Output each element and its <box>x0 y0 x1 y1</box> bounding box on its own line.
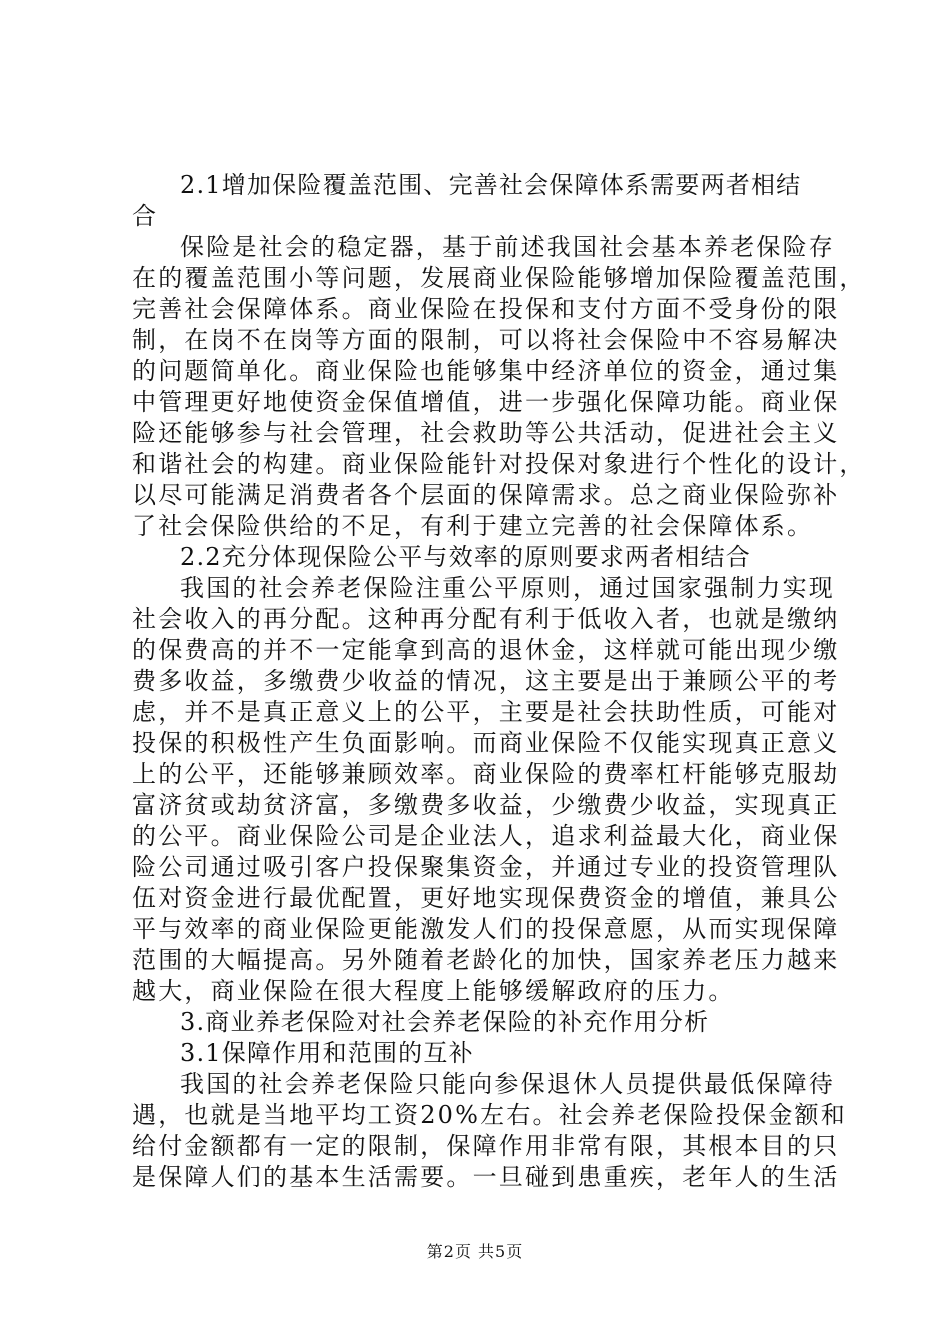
paragraph <box>132 232 866 542</box>
paragraph-line: 制，在岗不在岗等方面的限制，可以将社会保险中不容易解决 <box>132 326 840 354</box>
paragraph-line: 给付金额都有一定的限制，保障作用非常有限，其根本目的只 <box>132 1132 840 1160</box>
section-heading-continuation: 合 <box>132 202 158 230</box>
paragraph-line: 保险是社会的稳定器，基于前述我国社会基本养老保险存 <box>180 233 835 261</box>
paragraph-line: 范围的大幅提高。另外随着老龄化的加快，国家养老压力越来 <box>132 946 840 974</box>
section-2-2 <box>132 542 840 1007</box>
paragraph-line: 和谐社会的构建。商业保险能针对投保对象进行个性化的设计， <box>132 450 866 478</box>
paragraph-line: 以尽可能满足消费者各个层面的保障需求。总之商业保险弥补 <box>132 481 840 509</box>
paragraph-line: 社会收入的再分配。这种再分配有利于低收入者，也就是缴纳 <box>132 605 840 633</box>
paragraph-line: 投保的积极性产生负面影响。而商业保险不仅能实现真正意义 <box>132 729 840 757</box>
section-heading: 3.1保障作用和范围的互补 <box>180 1039 474 1067</box>
section-heading: 2.2充分体现保险公平与效率的原则要求两者相结合 <box>180 543 751 571</box>
paragraph-line: 完善社会保障体系。商业保险在投保和支付方面不受身份的限 <box>132 295 840 323</box>
paragraph-line: 在的覆盖范围小等问题，发展商业保险能够增加保险覆盖范围， <box>132 264 866 292</box>
paragraph-line: 中管理更好地使资金保值增值，进一步强化保障功能。商业保 <box>132 388 840 416</box>
section-heading: 2.1增加保险覆盖范围、完善社会保障体系需要两者相结 <box>180 171 802 199</box>
paragraph-line: 了社会保险供给的不足，有利于建立完善的社会保障体系。 <box>132 512 814 540</box>
section-3-1 <box>132 1038 847 1193</box>
paragraph-line: 是保障人们的基本生活需要。一旦碰到患重疾，老年人的生活 <box>132 1163 840 1191</box>
paragraph-line: 伍对资金进行最优配置，更好地实现保费资金的增值，兼具公 <box>132 884 840 912</box>
paragraph-line: 富济贫或劫贫济富，多缴费多收益，少缴费少收益，实现真正 <box>132 791 840 819</box>
paragraph-line: 平与效率的商业保险更能激发人们的投保意愿，从而实现保障 <box>132 915 840 943</box>
paragraph-line: 遇，也就是当地平均工资20%左右。社会养老保险投保金额和 <box>132 1101 847 1129</box>
paragraph-line: 险公司通过吸引客户投保聚集资金，并通过专业的投资管理队 <box>132 853 840 881</box>
paragraph-line: 的公平。商业保险公司是企业法人，追求利益最大化，商业保 <box>132 822 840 850</box>
paragraph <box>132 573 840 1007</box>
section-2-1 <box>132 170 866 542</box>
paragraph-line: 虑，并不是真正意义上的公平，主要是社会扶助性质，可能对 <box>132 698 840 726</box>
paragraph-line: 我国的社会养老保险注重公平原则，通过国家强制力实现 <box>180 574 835 602</box>
document-body <box>132 170 866 1193</box>
section-heading: 3.商业养老保险对社会养老保险的补充作用分析 <box>180 1008 710 1036</box>
paragraph-line: 越大，商业保险在很大程度上能够缓解政府的压力。 <box>132 977 735 1005</box>
paragraph-line: 上的公平，还能够兼顾效率。商业保险的费率杠杆能够克服劫 <box>132 760 840 788</box>
paragraph-line: 的保费高的并不一定能拿到高的退休金，这样就可能出现少缴 <box>132 636 840 664</box>
paragraph-line: 费多收益，多缴费少收益的情况，这主要是出于兼顾公平的考 <box>132 667 840 695</box>
paragraph-line: 险还能够参与社会管理，社会救助等公共活动，促进社会主义 <box>132 419 840 447</box>
paragraph-line: 的问题简单化。商业保险也能够集中经济单位的资金，通过集 <box>132 357 840 385</box>
paragraph <box>132 1069 847 1193</box>
paragraph-line: 我国的社会养老保险只能向参保退休人员提供最低保障待 <box>180 1070 835 1098</box>
page-number-footer: 第2页 共5页 <box>426 1242 524 1261</box>
section-3 <box>132 1007 832 1038</box>
